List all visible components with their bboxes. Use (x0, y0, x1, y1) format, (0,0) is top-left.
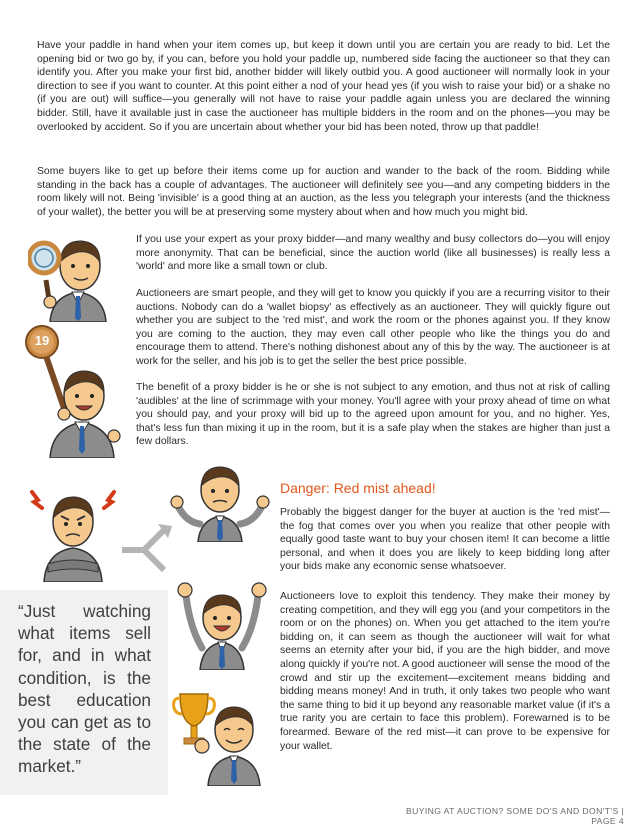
auctioneers-paragraph: Auctioneers are smart people, and they will get to know you quickly if you are a recurring visitor to their auctions. Nobody can do a 'wallet biopsy' as effectively as an auctioneer. They will quickly figure out whether you are subject to the 'red mist', and work the room or the phones against you. If they know you are coming to the auction, they may even call other people who like the things you do and encourage them to attend. There's nothing dishonest about any of this by the way. The auctioneer is at work for the seller, and his job is to get the seller the best price possible. (136, 288, 610, 367)
figure-body (208, 707, 260, 786)
trophy-icon (174, 694, 215, 753)
trophy-man-illustration (172, 680, 268, 786)
branch-arrow-graphic (118, 520, 178, 576)
figure-body (178, 583, 266, 670)
magnifier-icon (29, 243, 59, 308)
paddle-number: 19 (34, 333, 50, 348)
figure-body (50, 371, 120, 458)
figure-body (171, 467, 269, 542)
pull-quote: “Just watching what items sell for, and in what condition, is the best education you can get as to the state of the market.” (18, 601, 151, 777)
figure-body (44, 497, 102, 582)
shrugging-man-illustration (170, 462, 270, 542)
proxy-bidder-paragraph: If you use your expert as your proxy bidder—and many wealthy and busy collectors do—you will enjoy more anonymity. That can be beneficial, since the auction world (like all businesses) is really less a 'world' and more like a small town or club. (136, 234, 610, 273)
section-heading: Danger: Red mist ahead! (280, 480, 436, 496)
angry-man-illustration (28, 486, 118, 582)
standing-back-paragraph: Some buyers like to get up before their items come up for auction and wander to the back of the room. Bidding while standing in the back has a couple of advantages. The auctioneer will definitely see you—and any competing bidders in the room likely will not. Being 'invisible' is a good thing at an auction, as the less you telegraph your interests (and the thickness of your wallet), the better you will be at preserving some mystery about when and how much you might bid. (37, 166, 610, 218)
red-mist-paragraph: Probably the biggest danger for the buyer at auction is the 'red mist'—the fog that comes over you when you realize that other people with equally good taste want to buy your chosen item! It can become a little personal, and when it does you are likely to keep bidding long after your bids make any economic sense whatsoever. (280, 507, 610, 573)
intro-paragraph: Have your paddle in hand when your item comes up, but keep it down until you are certain you are ready to bid. Let the opening bid or two go by, if you can, before you hold your paddle up, numbered side facing the auctioneer so that they can identify you. After you make your first bid, another bidder will likely outbid you. A good auctioneer will normally look in your direction to see if you want to counter. At this point either a nod of your head yes (if you wish to raise your bid) or a shake no (if you are out) will suffice—you generally will not have to raise your paddle again unless you are declared the winning bidder. Still, have it available just in case the auctioneer has multiple bidders in the room and on the phones—you may be overlooked by accident. So if you are uncertain about whether your bid has been noted, throw up that paddle! (37, 40, 610, 133)
proxy-benefit-paragraph: The benefit of a proxy bidder is he or she is not subject to any emotion, and thus not at risk of calling 'audibles' at the line of scrimmage with your money. You'll agree with your proxy ahead of time on what you should pay, and your proxy will bid up to the agreed upon amount for you, and no higher. Yes, that's less fun than mixing it up in the room, but it is a safe play when the stakes are higher than just a few dollars. (136, 382, 610, 448)
magnifier-man-illustration (28, 232, 124, 322)
page-footer: BUYING AT AUCTION? SOME DO'S AND DON'T'S | PAGE 4 (406, 806, 624, 826)
exploit-paragraph: Auctioneers love to exploit this tendency. They make their money by creating competition, and they will egg you (and your competitors in the room or on the phones) on. When you get attached to the item you're bidding on, it can seem as though the auctioneer will wait for what seems an eternity after your bid, if you are the high bidder, and move along quickly if you're not. A good auctioneer will sense the mood of the crowd and stir up the excitement—excitement means bidding and bidding means money! And in truth, it only takes two people who want the same thing to bid it up beyond any reasonable market value (if it's a true rarity you are certain to face this problem). Forewarned is to be forearmed. Beware of the red mist—it can prove to be expensive for your wallet. (280, 591, 610, 752)
paddle-man-illustration (24, 318, 128, 458)
cheering-man-illustration (174, 578, 270, 670)
